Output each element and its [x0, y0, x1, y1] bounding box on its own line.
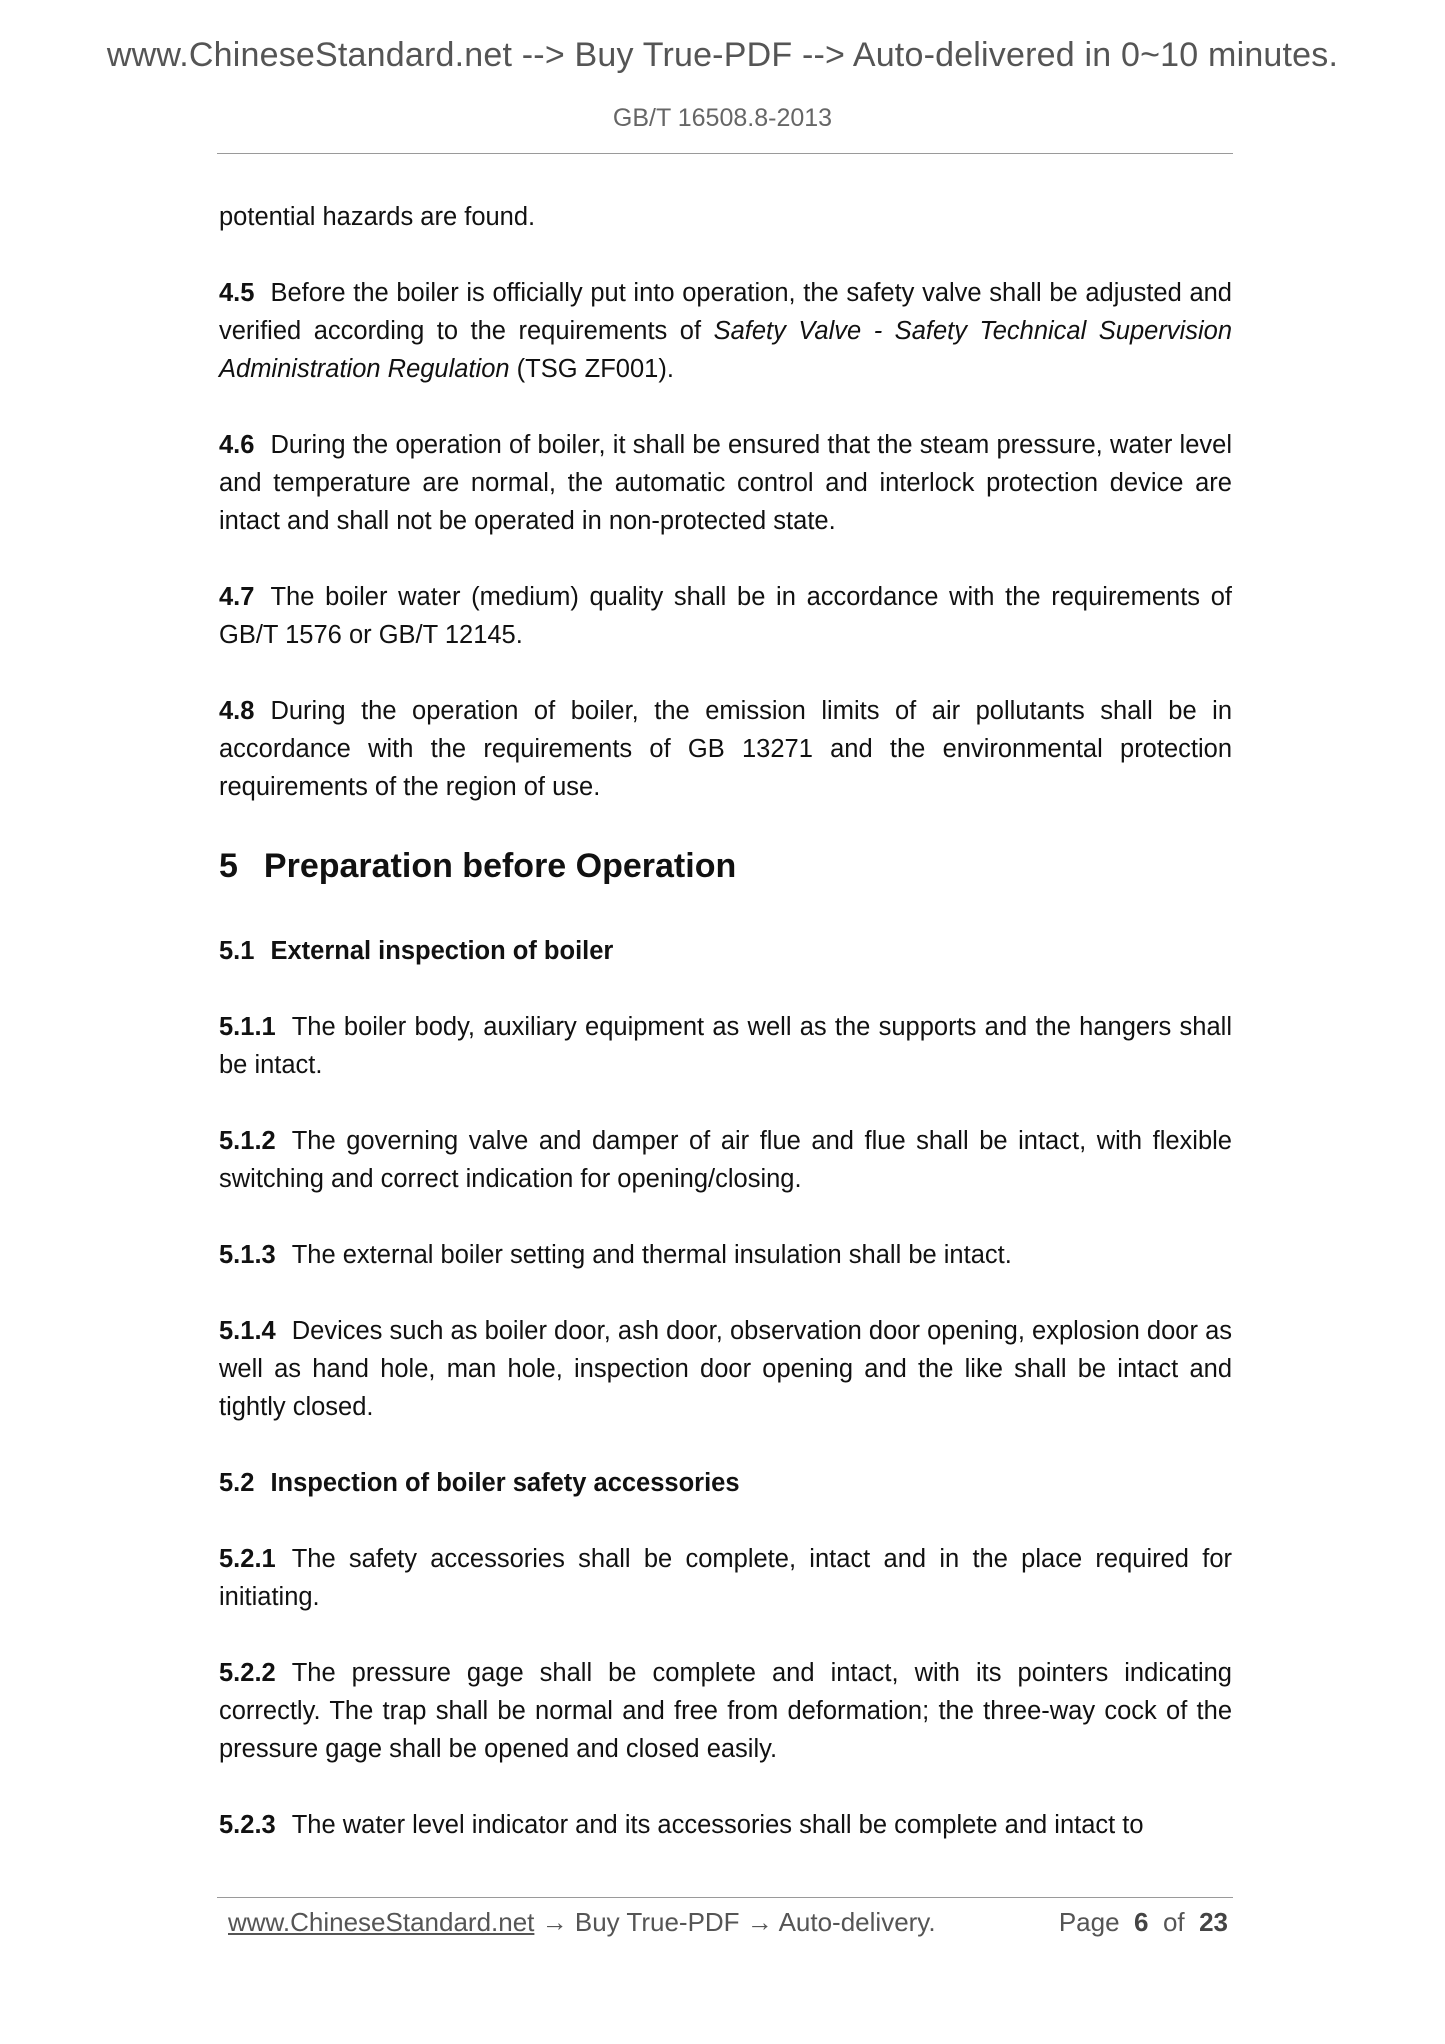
- clause-number: 4.8: [219, 697, 255, 725]
- clause-number: 5.2.2: [219, 1659, 276, 1687]
- paragraph-continuation: potential hazards are found.: [219, 203, 536, 231]
- clause-number: 5.2.1: [219, 1545, 276, 1573]
- subsection-heading-5-2: 5.2 Inspection of boiler safety accessories: [219, 1469, 740, 1497]
- paragraph-4-6: 4.6 During the operation of boiler, it shall be ensured that the steam pressure, water level and temperature are normal, the automatic control and interlock protection device are intact and shall not be operated in non-protected state.: [219, 431, 1232, 535]
- section-heading-5: 5 Preparation before Operation: [219, 847, 737, 885]
- paragraph-4-7: 4.7 The boiler water (medium) quality shall be in accordance with the requirements of GB/T 1576 or GB/T 12145.: [219, 583, 1232, 649]
- paragraph-5-1-2: 5.1.2 The governing valve and damper of air flue and flue shall be intact, with flexible switching and correct indication for opening/closing.: [219, 1127, 1232, 1193]
- paragraph-5-2-3: 5.2.3 The water level indicator and its accessories shall be complete and intact to: [219, 1811, 1144, 1839]
- paragraph-5-2-1: 5.2.1 The safety accessories shall be complete, intact and in the place required for initiating.: [219, 1545, 1232, 1611]
- clause-number: 5.2.3: [219, 1811, 276, 1839]
- paragraph-4-5: 4.5 Before the boiler is officially put into operation, the safety valve shall be adjusted and verified according to the requirements of Safety Valve - Safety Technical Supervision Administration Regulation (TSG ZF001).: [219, 279, 1233, 383]
- clause-number: 5.1.4: [219, 1317, 276, 1345]
- subsection-heading-5-1: 5.1 External inspection of boiler: [219, 937, 614, 965]
- page-indicator: Page 6 of 23: [1058, 1907, 1228, 1937]
- clause-number: 5.1.2: [219, 1127, 276, 1155]
- footer-divider: [217, 1897, 1233, 1898]
- paragraph-4-8: 4.8 During the operation of boiler, the emission limits of air pollutants shall be in accordance with the requirements of GB 13271 and the environmental protection requirements of the region of use.: [219, 697, 1232, 801]
- page-footer: [228, 1902, 1228, 1942]
- current-page: 6: [1134, 1907, 1149, 1937]
- header-divider: [217, 153, 1233, 154]
- clause-number: 5.1.1: [219, 1013, 276, 1041]
- paragraph-5-1-4: 5.1.4 Devices such as boiler door, ash door, observation door opening, explosion door as well as hand hole, man hole, inspection door opening and the like shall be intact and tightly closed.: [219, 1317, 1232, 1421]
- clause-number: 5.1.3: [219, 1241, 276, 1269]
- clause-number: 4.5: [219, 279, 255, 307]
- paragraph-5-1-1: 5.1.1 The boiler body, auxiliary equipment as well as the supports and the hangers shall be intact.: [219, 1013, 1232, 1079]
- paragraph-5-1-3: 5.1.3 The external boiler setting and thermal insulation shall be intact.: [219, 1241, 1012, 1269]
- total-pages: 23: [1199, 1907, 1228, 1937]
- footer-site-link[interactable]: www.ChineseStandard.net: [228, 1907, 535, 1937]
- regulation-title: Safety Valve - Safety Technical Supervision Administration Regulation: [219, 317, 1233, 383]
- footer-tagline: → Buy True-PDF → Auto-delivery.: [534, 1907, 936, 1937]
- clause-number: 4.7: [219, 583, 255, 611]
- paragraph-5-2-2: 5.2.2 The pressure gage shall be complete and intact, with its pointers indicating correctly. The trap shall be normal and free from deformation; the three-way cock of the pressure gage shall be opened and closed easily.: [219, 1659, 1232, 1763]
- document-body: [219, 198, 1232, 1882]
- clause-number: 4.6: [219, 431, 255, 459]
- standard-number: GB/T 16508.8-2013: [612, 104, 833, 132]
- header-banner: www.ChineseStandard.net --> Buy True-PDF --> Auto-delivered in 0~10 minutes.: [106, 36, 1339, 74]
